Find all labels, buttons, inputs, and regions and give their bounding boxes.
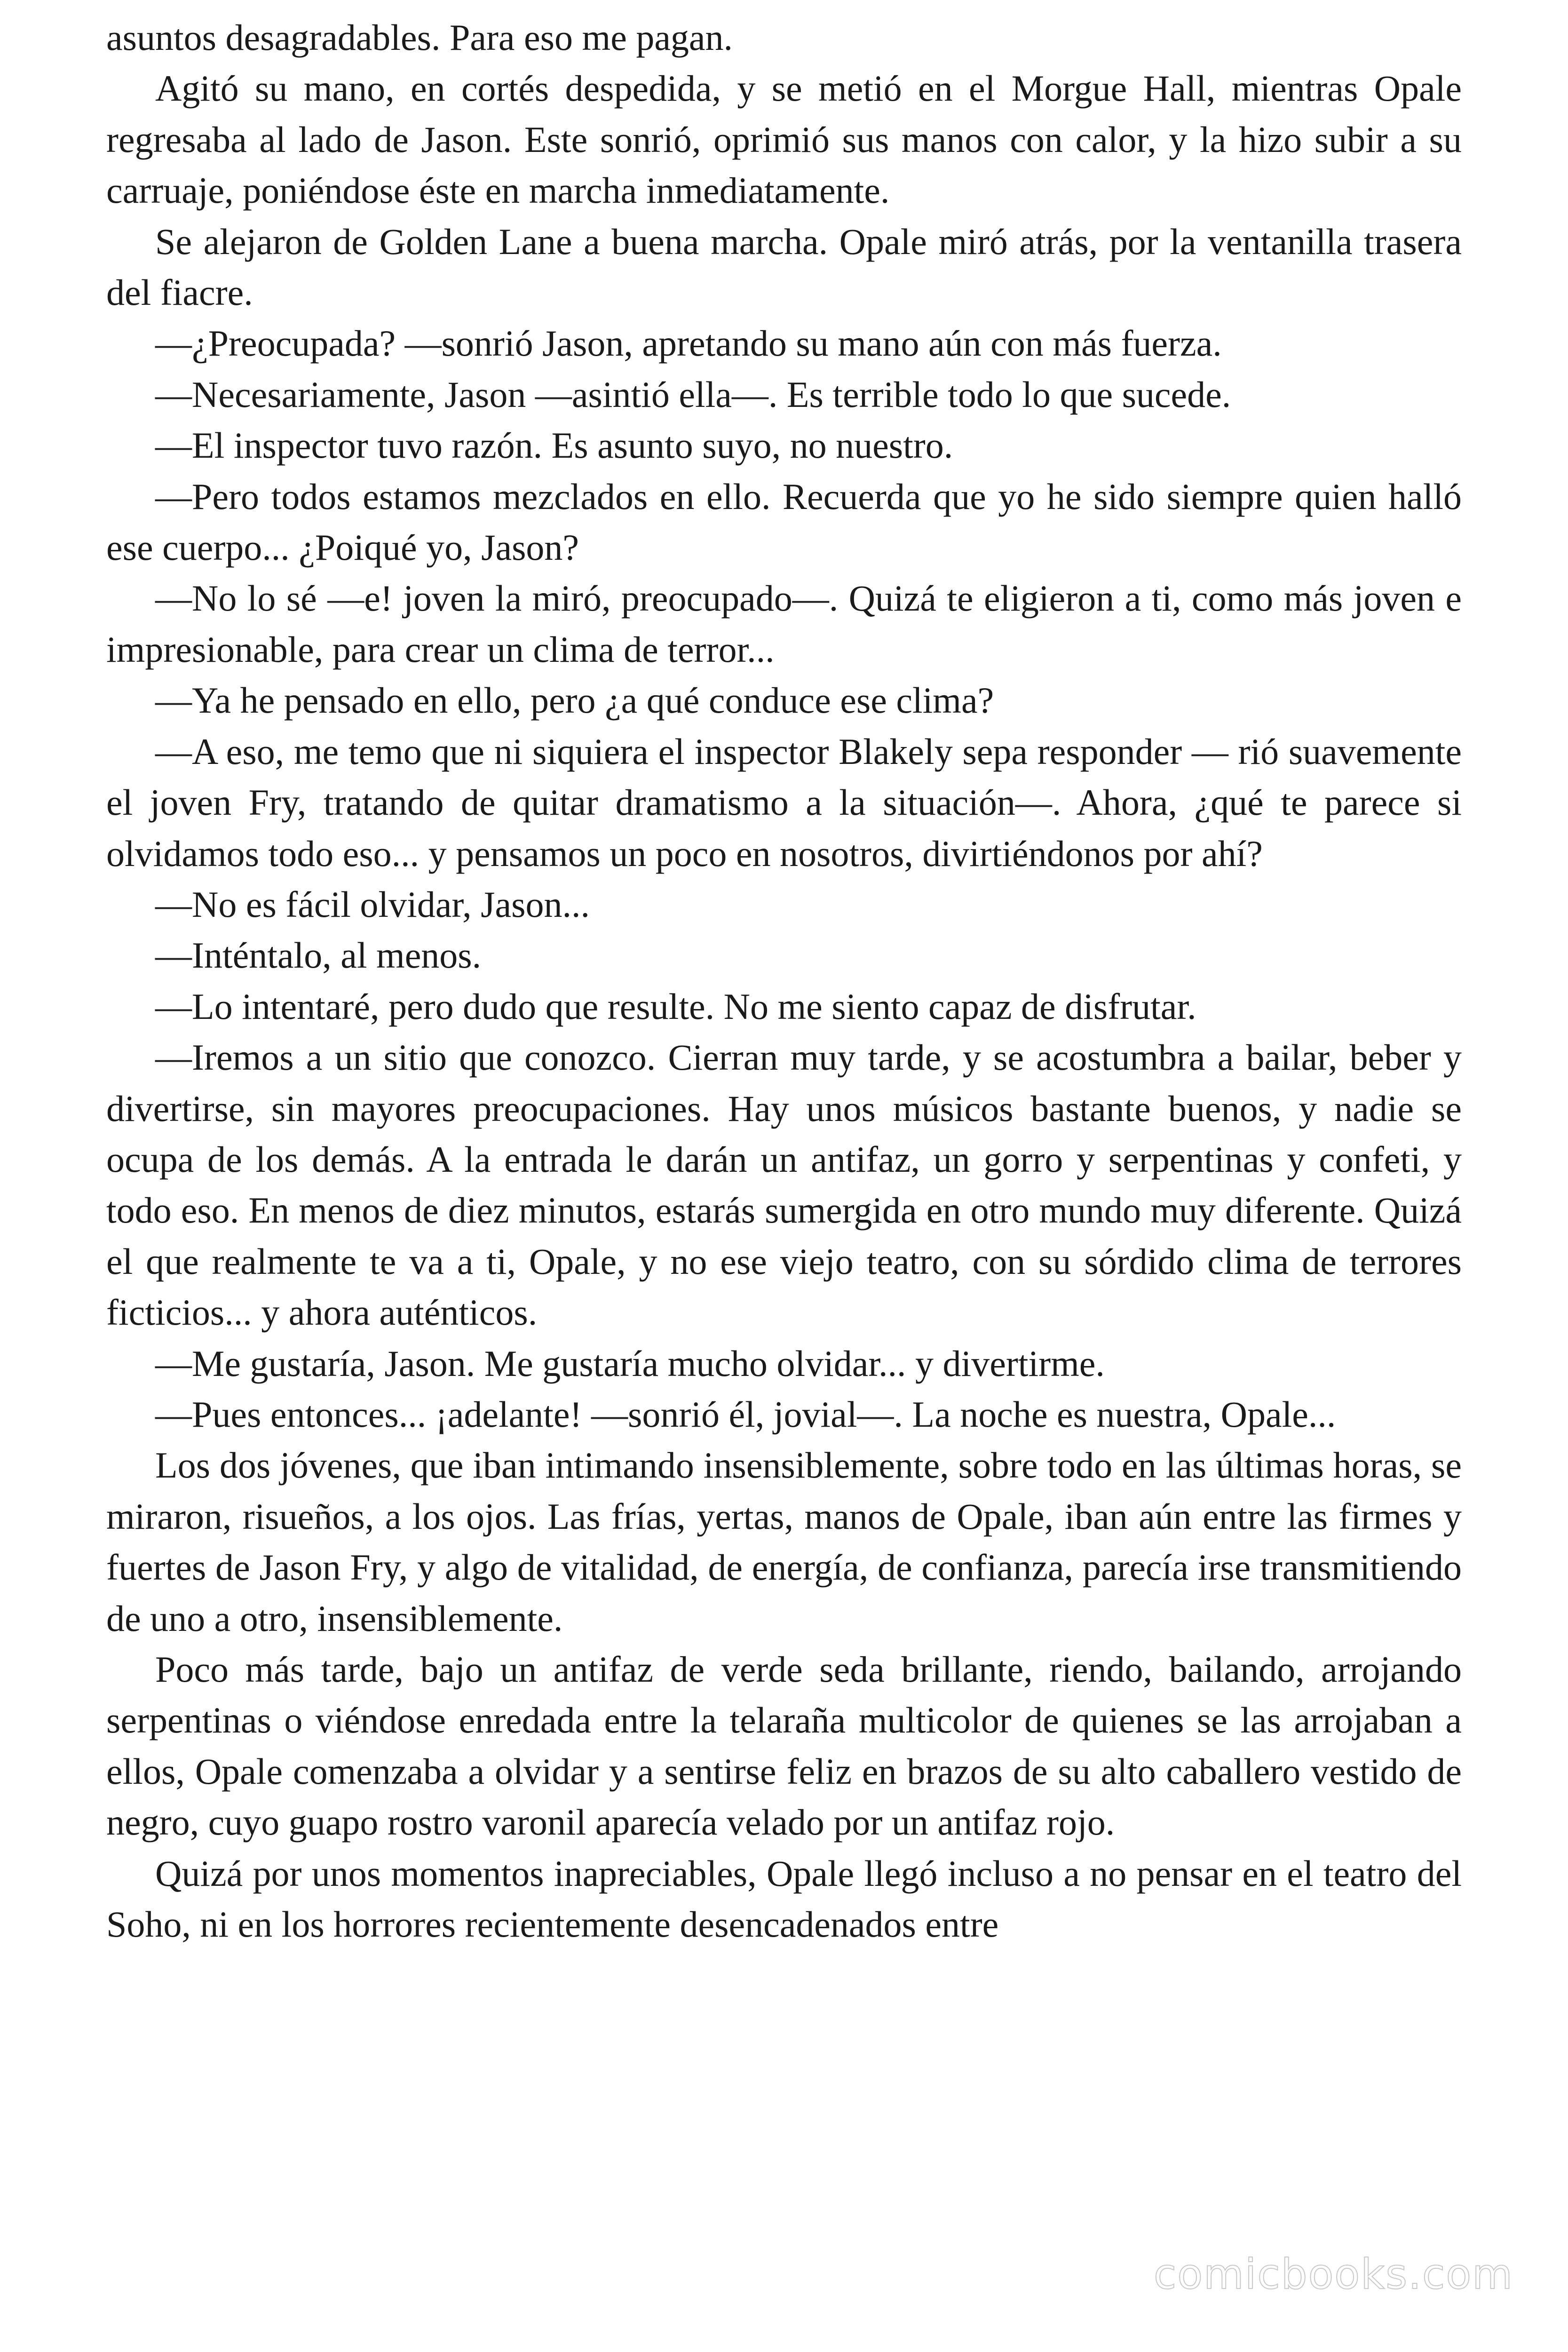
paragraph: —No es fácil olvidar, Jason...: [155, 883, 590, 925]
paragraph: —Me gustaría, Jason. Me gustaría mucho olvidar... y divertirme.: [155, 1343, 1105, 1384]
paragraph: —Pues entonces... ¡adelante! —sonrió él, jovial—. La noche es nuestra, Opale...: [155, 1393, 1336, 1435]
paragraph: —¿Preocupada? —sonrió Jason, apretando su mano aún con más fuerza.: [155, 323, 1222, 364]
paragraph: Quizá por unos momentos inapreciables, Opale llegó incluso a no pensar en el teatro del Soho, ni en los horrores recientemente desencadenados entre: [106, 1852, 1462, 1945]
paragraph: —No lo sé —e! joven la miró, preocupado—. Quizá te eligieron a ti, como más joven e impresionable, para crear un clima de terror...: [106, 578, 1462, 670]
paragraph: Agitó su mano, en cortés despedida, y se metió en el Morgue Hall, mientras Opale regresaba al lado de Jason. Este sonrió, oprimió sus manos con calor, y la hizo subir a su carruaje, poniéndose éste en marcha inmediatamente.: [106, 68, 1462, 211]
paragraph: —Lo intentaré, pero dudo que resulte. No me siento capaz de disfrutar.: [155, 985, 1196, 1027]
paragraph: —Ya he pensado en ello, pero ¿a qué conduce ese clima?: [155, 680, 994, 721]
paragraph: —A eso, me temo que ni siquiera el inspector Blakely sepa responder — rió suavemente el joven Fry, tratando de quitar dramatismo a la situación—. Ahora, ¿qué te parece si olvidamos todo eso... y pensamos un poco en nosotros, divirtiéndonos por ahí?: [106, 731, 1462, 874]
paragraph: Los dos jóvenes, que iban intimando insensiblemente, sobre todo en las últimas horas, se miraron, risueños, a los ojos. Las frías, yertas, manos de Opale, iban aún entre las firmes y fuertes de Jason Fry, y algo de vitalidad, de energía, de confianza, parecía irse transmitiendo de uno a otro, insensiblemente.: [106, 1445, 1462, 1639]
paragraph: —Inténtalo, al menos.: [155, 935, 482, 976]
watermark-logo: comicbooks.com: [1153, 2250, 1513, 2298]
paragraph: Poco más tarde, bajo un antifaz de verde seda brillante, riendo, bailando, arrojando serpentinas o viéndose enredada entre la telaraña multicolor de quienes se las arrojaban a ellos, Opale comenzaba a olvidar y a sentirse feliz en brazos de su alto caballero vestido de negro, cuyo guapo rostro varonil aparecía velado por un antifaz rojo.: [106, 1649, 1462, 1843]
paragraph: Se alejaron de Golden Lane a buena marcha. Opale miró atrás, por la ventanilla trasera del fiacre.: [106, 221, 1462, 313]
paragraph: —Necesariamente, Jason —asintió ella—. Es terrible todo lo que sucede.: [155, 373, 1231, 415]
paragraph: —Iremos a un sitio que conozco. Cierran muy tarde, y se acostumbra a bailar, beber y divertirse, sin mayores preocupaciones. Hay unos músicos bastante buenos, y nadie se ocupa de los demás. A la entrada le darán un antifaz, un gorro y serpentinas y confeti, y todo eso. En menos de diez minutos, estarás sumergida en otro mundo muy diferente. Quizá el que realmente te va a ti, Opale, y no ese viejo teatro, con su sórdido clima de terrores ficticios... y ahora auténticos.: [106, 1037, 1462, 1333]
book-page-text: [106, 12, 1462, 1950]
paragraph: —El inspector tuvo razón. Es asunto suyo, no nuestro.: [155, 425, 953, 466]
paragraph: asuntos desagradables. Para eso me pagan.: [106, 17, 733, 58]
paragraph: —Pero todos estamos mezclados en ello. Recuerda que yo he sido siempre quien halló ese cuerpo... ¿Poiqué yo, Jason?: [106, 476, 1462, 568]
